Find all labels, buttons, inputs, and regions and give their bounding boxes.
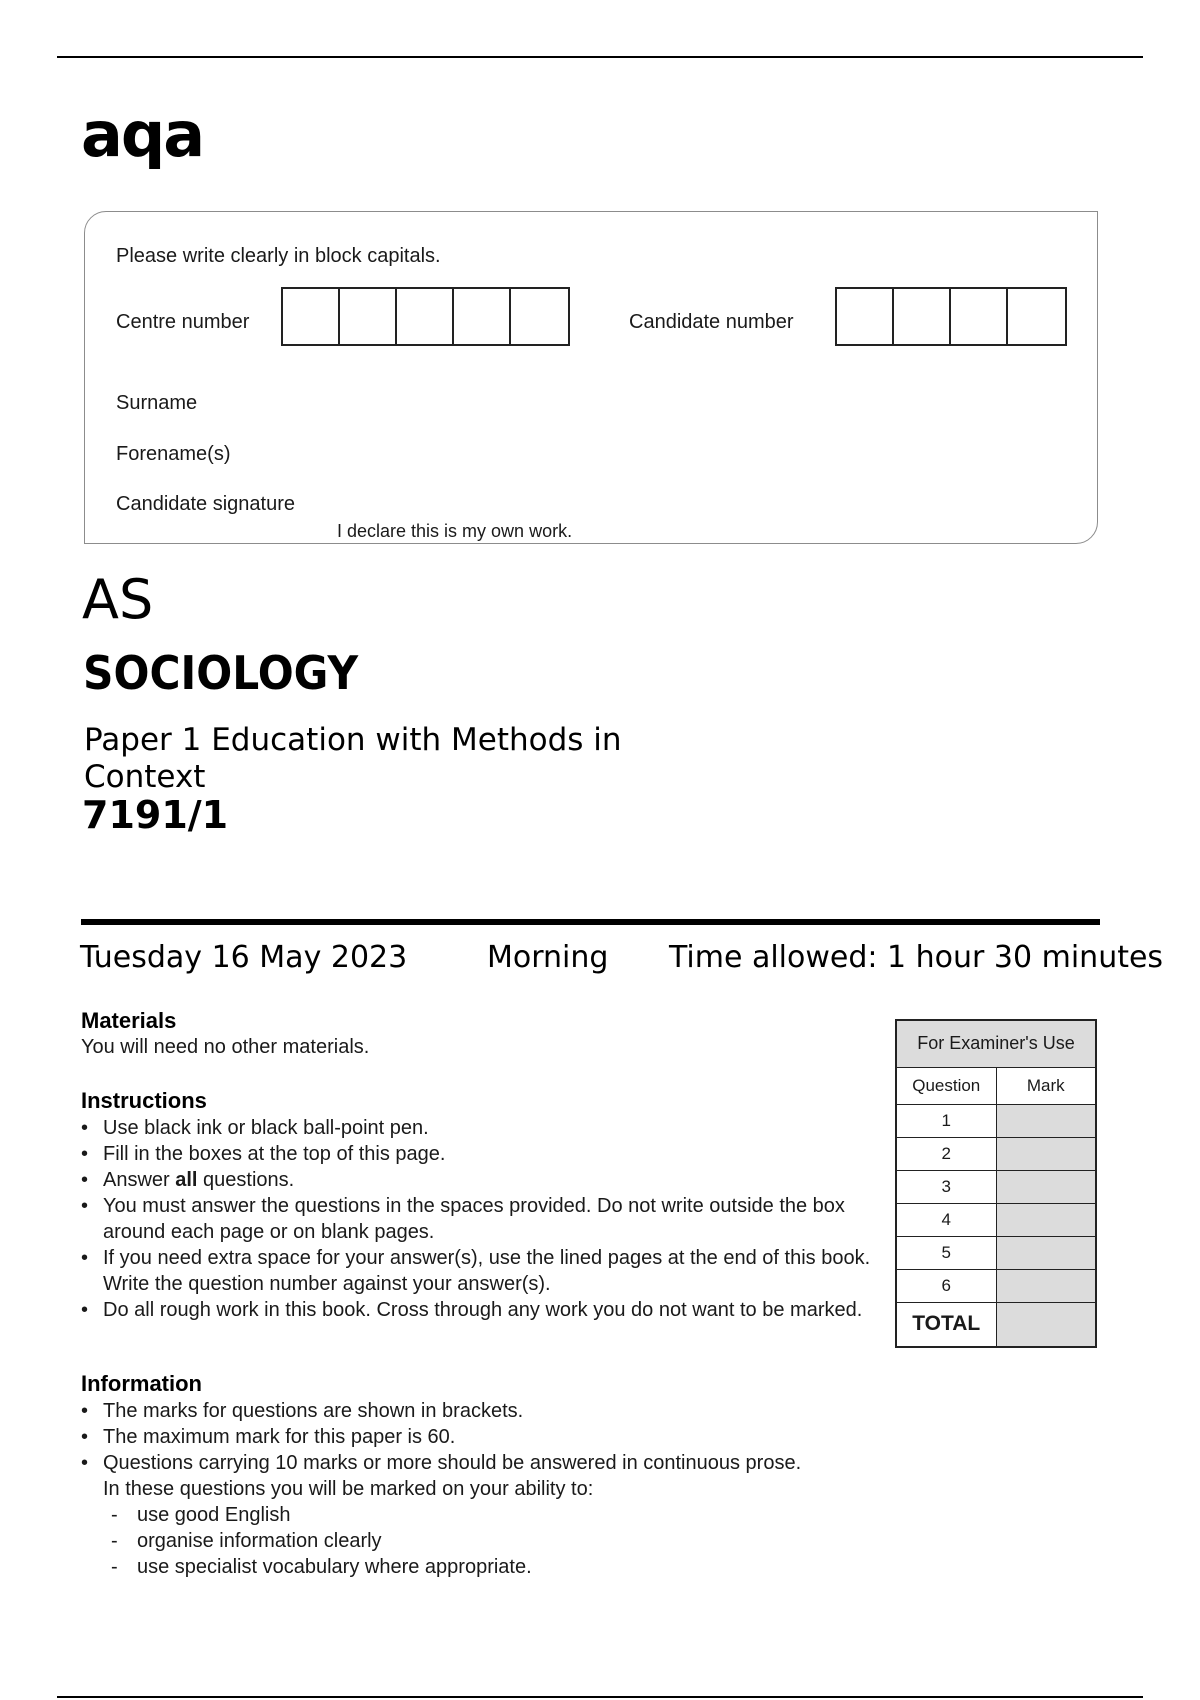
information-text: • Questions carrying 10 marks or more should be answered in continuous prose.	[103, 1452, 802, 1474]
table-row	[896, 1170, 1096, 1203]
candidate-number-boxes[interactable]	[835, 287, 1067, 346]
list-item: • Do all rough work in this book. Cross through any work you do not want to be marked.	[81, 1297, 871, 1323]
materials-heading: Materials	[81, 1008, 177, 1033]
forenames-label: Forename(s)	[116, 443, 231, 465]
ability-sublist	[103, 1502, 903, 1580]
top-rule	[57, 56, 1143, 58]
total-label: TOTAL	[896, 1302, 996, 1347]
instructions-heading: Instructions	[81, 1088, 207, 1113]
instructions-list	[81, 1115, 871, 1323]
examiners-use-title: For Examiner's Use	[896, 1020, 1096, 1067]
candidate-digit-box[interactable]	[1008, 289, 1065, 344]
centre-number-boxes[interactable]	[281, 287, 570, 346]
block-capitals-instruction: Please write clearly in block capitals.	[116, 245, 441, 267]
centre-digit-box[interactable]	[397, 289, 454, 344]
centre-digit-box[interactable]	[454, 289, 511, 344]
aqa-logo: aqa	[81, 98, 204, 171]
candidate-signature-label: Candidate signature	[116, 493, 296, 515]
mark-cell	[996, 1203, 1096, 1236]
mark-column-header: Mark	[996, 1067, 1096, 1104]
instruction-text: Answer	[103, 1169, 176, 1191]
information-text: In these questions you will be marked on your ability to:	[103, 1478, 594, 1500]
question-number: 4	[896, 1203, 996, 1236]
total-row	[896, 1302, 1096, 1347]
exam-session: Morning	[487, 940, 609, 975]
list-item: • The marks for questions are shown in brackets.	[81, 1398, 901, 1424]
list-item	[81, 1167, 871, 1193]
list-item	[81, 1450, 901, 1502]
mark-cell	[996, 1269, 1096, 1302]
list-item: • The maximum mark for this paper is 60.	[81, 1424, 901, 1450]
centre-digit-box[interactable]	[283, 289, 340, 344]
emphasis-all: all	[175, 1169, 198, 1191]
question-column-header: Question	[896, 1067, 996, 1104]
bottom-rule	[57, 1696, 1143, 1698]
question-number: 1	[896, 1104, 996, 1137]
subject-title: SOCIOLOGY	[83, 646, 359, 700]
question-number: 5	[896, 1236, 996, 1269]
candidate-digit-box[interactable]	[951, 289, 1008, 344]
centre-number-label: Centre number	[116, 311, 250, 333]
sub-list-item: - organise information clearly	[103, 1528, 903, 1554]
mark-cell	[996, 1104, 1096, 1137]
question-number: 6	[896, 1269, 996, 1302]
table-row	[896, 1203, 1096, 1236]
centre-digit-box[interactable]	[340, 289, 397, 344]
candidate-number-label: Candidate number	[629, 311, 794, 333]
list-item: • If you need extra space for your answer(s), use the lined pages at the end of this book. Write the question number against your answer(s).	[81, 1245, 871, 1297]
surname-label: Surname	[116, 392, 198, 414]
paper-code: 7191/1	[82, 793, 229, 837]
list-item: • Fill in the boxes at the top of this page.	[81, 1141, 871, 1167]
paper-title: Paper 1 Education with Methods in Context	[84, 722, 622, 795]
centre-digit-box[interactable]	[511, 289, 568, 344]
table-row	[896, 1269, 1096, 1302]
total-mark-cell	[996, 1302, 1096, 1347]
instruction-text: questions.	[197, 1169, 295, 1191]
examiners-use-table	[895, 1019, 1097, 1348]
sub-list-item: - use specialist vocabulary where appropriate.	[103, 1554, 903, 1580]
qualification-level: AS	[82, 568, 154, 631]
question-number: 3	[896, 1170, 996, 1203]
information-heading: Information	[81, 1371, 202, 1396]
table-row	[896, 1104, 1096, 1137]
candidate-digit-box[interactable]	[894, 289, 951, 344]
list-item: • You must answer the questions in the spaces provided. Do not write outside the box around each page or on blank pages.	[81, 1193, 871, 1245]
section-divider	[81, 919, 1100, 925]
table-row	[896, 1137, 1096, 1170]
mark-cell	[996, 1170, 1096, 1203]
question-number: 2	[896, 1137, 996, 1170]
information-list	[81, 1398, 901, 1502]
materials-text: You will need no other materials.	[81, 1036, 370, 1058]
mark-cell	[996, 1137, 1096, 1170]
declaration-text: I declare this is my own work.	[337, 521, 573, 541]
time-allowed: Time allowed: 1 hour 30 minutes	[669, 940, 1164, 975]
table-row	[896, 1236, 1096, 1269]
list-item: • Use black ink or black ball-point pen.	[81, 1115, 871, 1141]
sub-list-item: - use good English	[103, 1502, 903, 1528]
exam-date: Tuesday 16 May 2023	[80, 940, 408, 975]
candidate-digit-box[interactable]	[837, 289, 894, 344]
mark-cell	[996, 1236, 1096, 1269]
